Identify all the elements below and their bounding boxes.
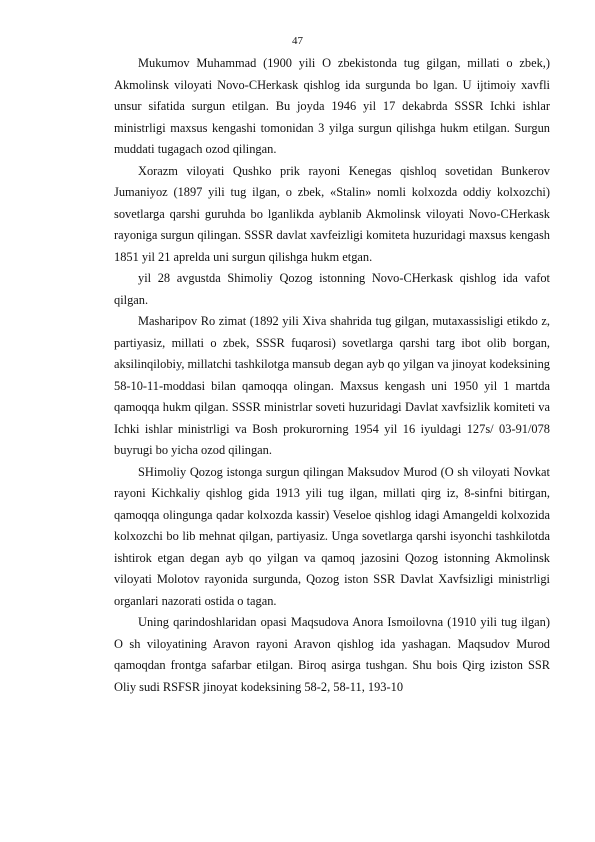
paragraph-death-note: yil 28 avgustda Shimoliy Qozog istonning Novo-CHerkask qishlog ida vafot qilgan. [114,271,550,307]
paragraph-relatives: Uning qarindoshlaridan opasi Maqsudova Anora Ismoilovna (1910 yili tug ilgan) O sh viloyatining Aravon rayoni Aravon qishlog ida yashagan. Maqsudov Murod qamoqdan frontga safarbar etilgan. Biroq asirga tushgan. Shu bois Qirg iziston SSR Oliy sudi RSFSR jinoyat kodeksining 58-2, 58-11, 193-10 [114,615,550,694]
page-body [114,53,550,698]
paragraph-bunkerov: Xorazm viloyati Qushko prik rayoni Kenegas qishloq sovetidan Bunkerov Jumaniyoz (1897 yili tug ilgan, o zbek, «Stalin» nomli kolxozda oddiy kolxozchi) sovetlarga qarshi guruhda bo lganlikda ayblanib Akmolinsk viloyati Novo-CHerkask rayoniga surgun qilingan. SSSR davlat xavfeizligi komiteta huzuridagi maxsus kengash 1851 yil 21 aprelda uni surgun qilishga hukm etgan. [114,163,550,264]
paragraph-maksudov: SHimoliy Qozog istonga surgun qilingan Maksudov Murod (O sh viloyati Novkat rayoni Kichkaliy qishlog gida 1913 yili tug ilgan, millati qirg iz, 8-sinfni bitirgan, qamoqqa olingunga qadar kolxozda kassir) Veseloe qishlog idagi Amangeldi kolxozida kolxozchi bo lib mehnat qilgan, partiyasiz. Unga sovetlarga qarshi isyonchi tashkilotda ishtirok etgan degan ayb qo yilgan va qamoq jazosini Qozog istonning Akmolinsk viloyati Molotov rayonida surgunda, Qozog iston SSR Davlat Xavfsizligi ministrligi organlari nazorati ostida o tagan. [114,464,550,608]
paragraph-mukumov: Mukumov Muhammad (1900 yili O zbekistonda tug gilgan, millati o zbek,) Akmolinsk viloyati Novo-CHerkask qishlog ida surgunda bo lgan. U ijtimoiy xavfli unsur sifatida surgun etilgan. Bu joyda 1946 yil 17 dekabrda SSSR Ichki ishlar ministrligi maxsus kengashi tomonidan 3 yilga surgun qilishga hukm etilgan. Surgun muddati tugagach ozod qilingan. [114,56,550,156]
page-number: 47 [292,35,303,47]
paragraph-masharipov: Masharipov Ro zimat (1892 yili Xiva shahrida tug gilgan, mutaxassisligi etikdo z, partiyasiz, millati o zbek, SSSR fuqarosi) sovetlarga qarshi targ ibot olib borgan, aksilinqilobiy, millatchi tashkilotga mansub degan ayb qo yilgan va jinoyat kodeksining 58-10-11-moddasi bilan qamoqqa olingan. Maxsus kengash uni 1950 yil 1 martda qamoqqa hukm qilgan. SSSR ministrlar soveti huzuridagi Davlat xavfsizlik komiteti va Ichki ishlar ministrligi va Bosh prokurorning 1954 yil 16 iyuldagi 127s/ 03-91/078 buyrugi bo yicha ozod qilingan. [114,314,550,457]
